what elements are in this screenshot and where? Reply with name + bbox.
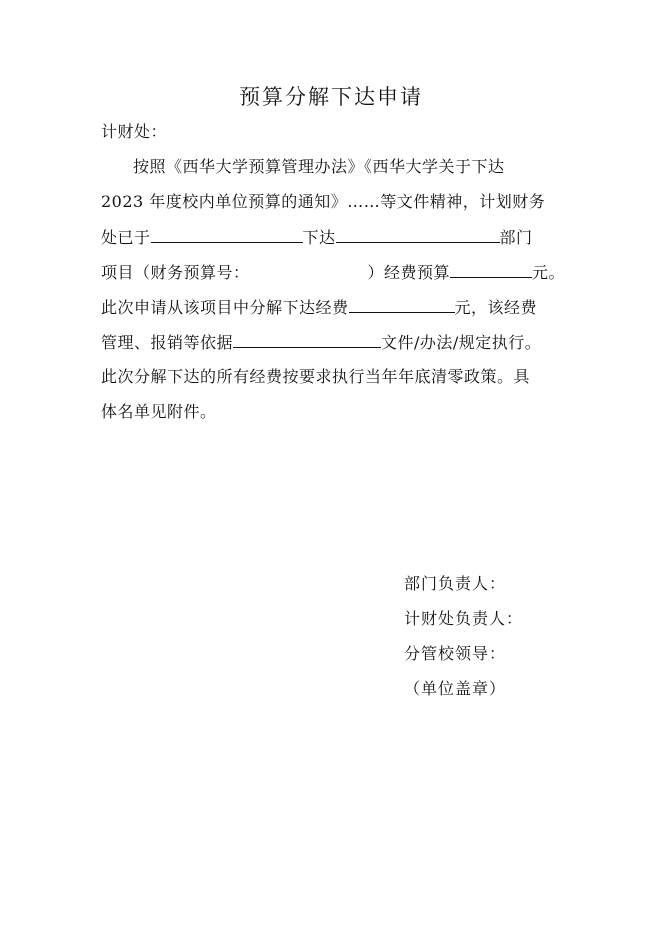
body-line-3 (101, 225, 533, 250)
text-allocation-request: 此次申请从该项目中分解下达经费 (101, 298, 349, 317)
signature-finance-head: 计财处负责人： (404, 609, 524, 628)
signature-leader: 分管校领导： (404, 644, 507, 663)
body-line-5 (101, 295, 537, 320)
body-line-2: 2023 年度校内单位预算的通知》……等文件精神，计划财务 (101, 192, 546, 211)
text-management-basis: 管理、报销等依据 (101, 333, 234, 352)
body-line-6 (101, 330, 541, 355)
body-line-1: 按照《西华大学预算管理办法》《西华大学关于下达 (133, 157, 505, 176)
text-regulation-execute: 文件/办法/规定执行。 (381, 333, 542, 352)
body-line-4 (101, 260, 565, 285)
text-issued: 下达 (302, 228, 336, 247)
text-yuan-fund: 元，该经费 (454, 298, 538, 317)
unit-seal-label: （单位盖章） (404, 679, 507, 698)
blank-department[interactable] (336, 225, 500, 243)
text-budget: ）经费预算 (367, 263, 451, 282)
document-title: 预算分解下达申请 (239, 85, 423, 109)
text-already-at: 处已于 (101, 228, 151, 247)
salutation: 计财处： (101, 122, 168, 141)
signature-dept-head: 部门负责人： (404, 574, 507, 593)
text-department: 部门 (499, 228, 533, 247)
blank-date[interactable] (151, 225, 303, 243)
blank-regulation[interactable] (233, 330, 381, 348)
text-yuan: 元。 (532, 263, 566, 282)
body-line-8: 体名单见附件。 (101, 402, 217, 421)
body-line-7: 此次分解下达的所有经费按要求执行当年年底清零政策。具 (101, 367, 531, 386)
blank-budget-amount[interactable] (450, 260, 532, 278)
blank-allocation-amount[interactable] (349, 295, 455, 313)
text-project-budget-no: 项目（财务预算号： (101, 263, 250, 282)
